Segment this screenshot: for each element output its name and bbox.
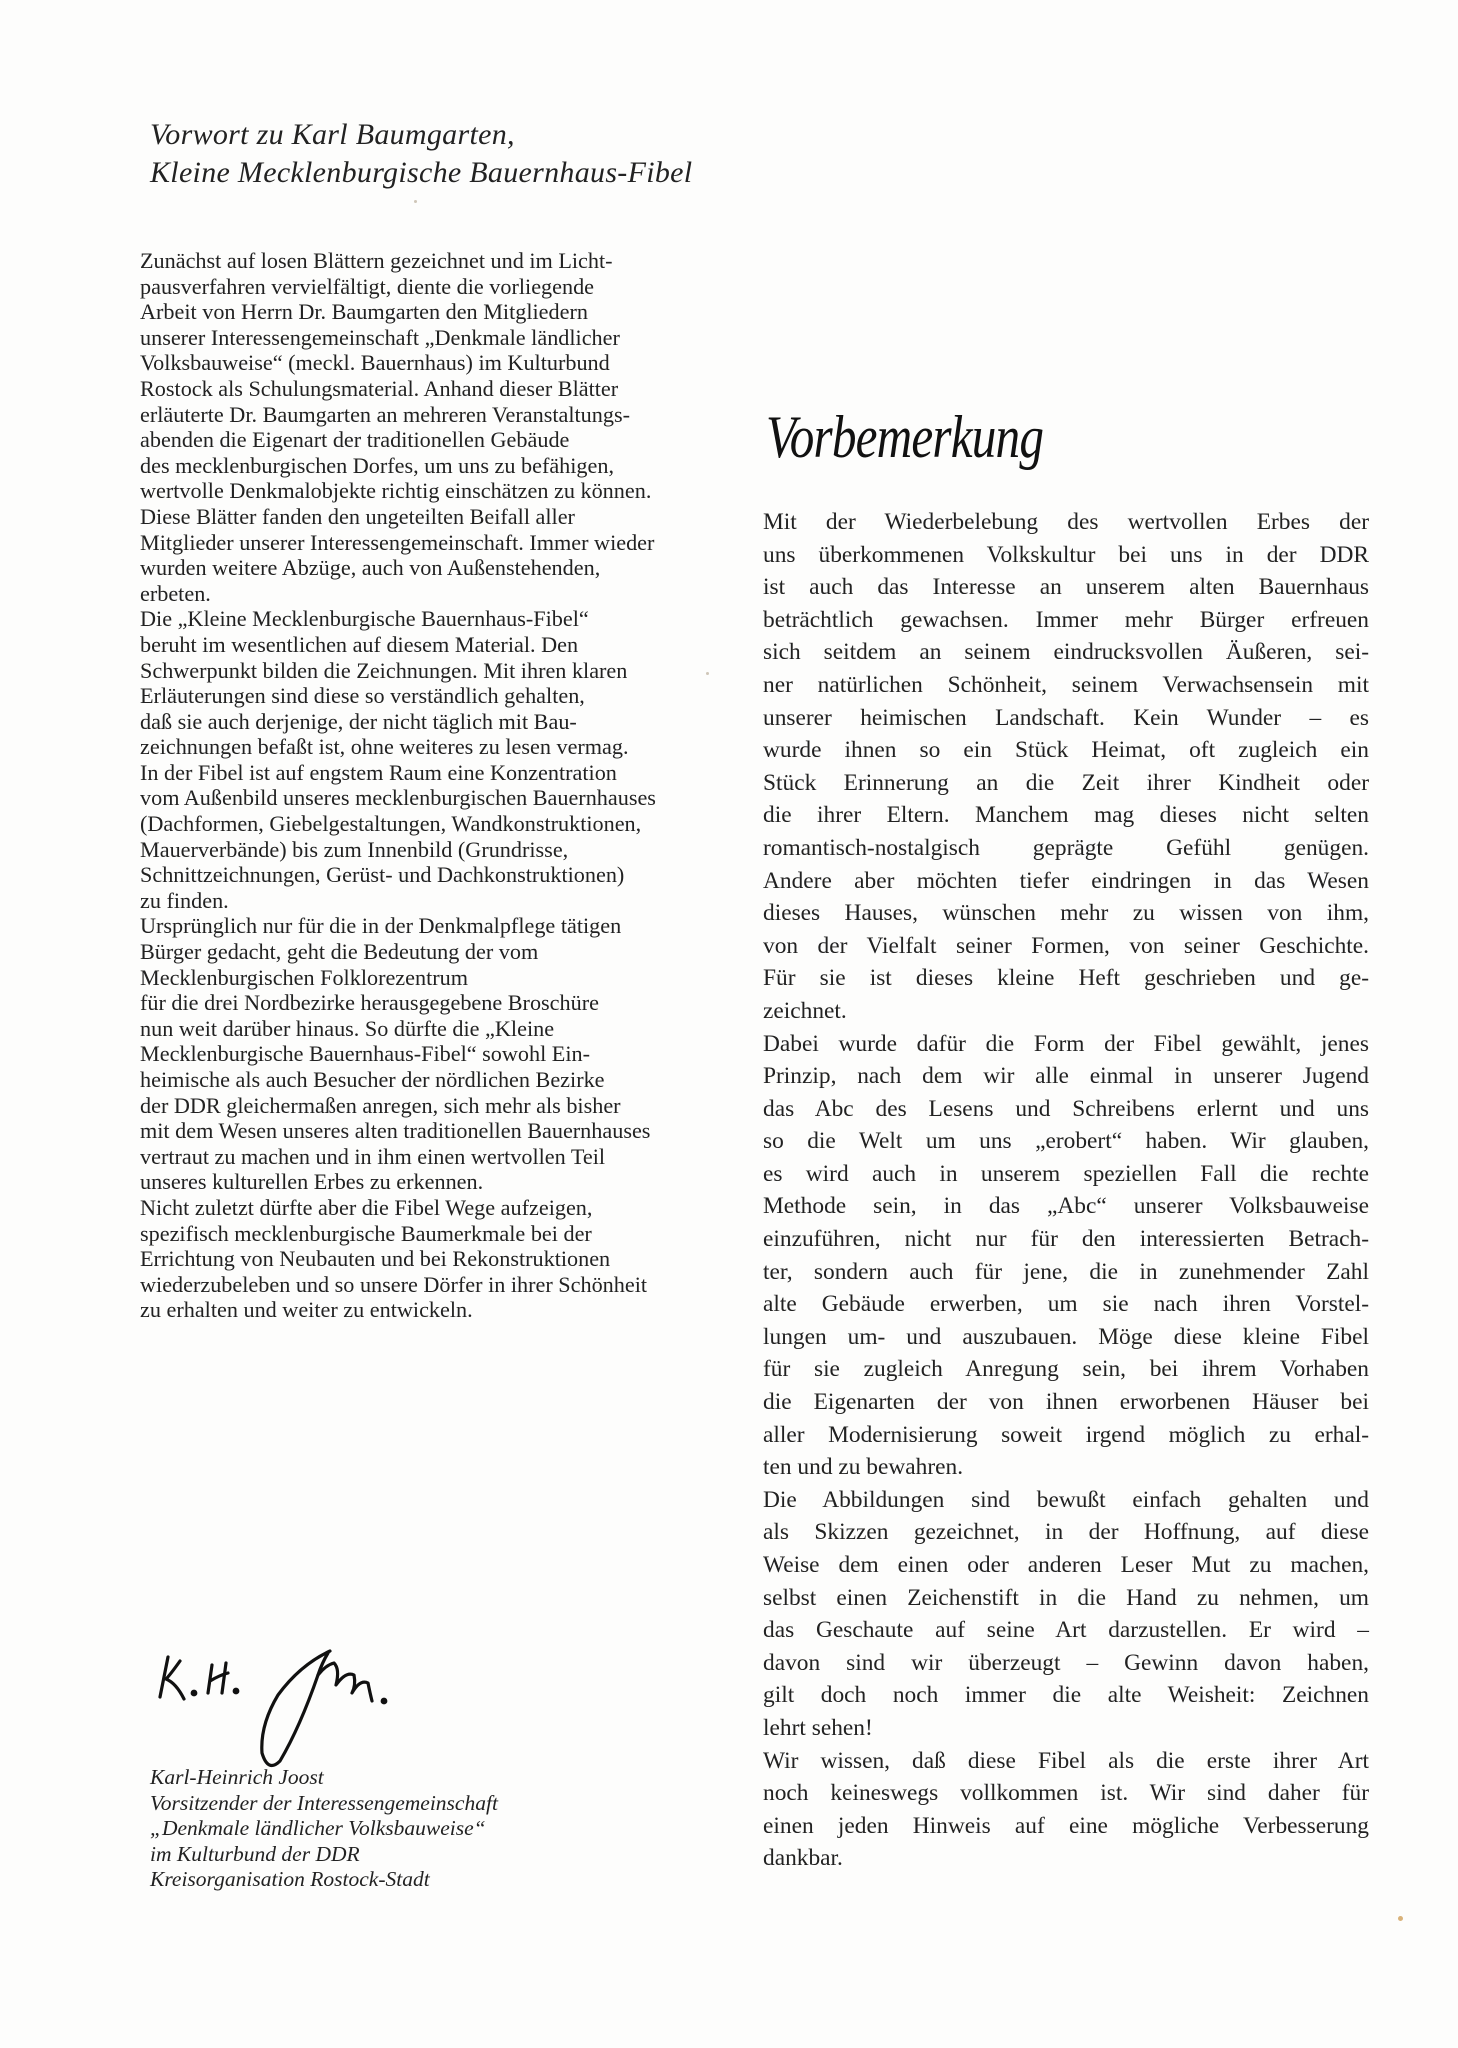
- foreword-text-line: Volksbauweise“ (meckl. Bauernhaus) im Kulturbund: [140, 350, 610, 376]
- foreword-text-line: vom Außenbild unseres mecklenburgischen Bauernhauses: [140, 785, 656, 811]
- foreword-text-line: der DDR gleichermaßen anregen, sich mehr als bisher: [140, 1092, 621, 1118]
- preface-text-line: Mit der Wiederbelebung des wertvollen Erbes der: [763, 509, 1369, 535]
- preface-text-line: von der Vielfalt seiner Formen, von seiner Geschichte.: [763, 932, 1369, 959]
- preface-text-line: ner natürlichen Schönheit, seinem Verwachsensein mit: [763, 671, 1369, 698]
- foreword-text-line: mit dem Wesen unseres alten traditionellen Bauernhauses: [140, 1118, 651, 1144]
- preface-text-line: Die Abbildungen sind bewußt einfach gehalten und: [763, 1486, 1369, 1513]
- preface-text-line: noch keineswegs vollkommen ist. Wir sind daher für: [763, 1780, 1369, 1807]
- foreword-text-line: vertraut zu machen und in ihm einen wertvollen Teil: [140, 1143, 606, 1169]
- foreword-heading-line: Vorwort zu Karl Baumgarten,: [150, 118, 515, 151]
- handwritten-signature: [150, 1635, 430, 1775]
- preface-title: Vorbemerkung: [766, 404, 1044, 470]
- foreword-text-line: Schwerpunkt bilden die Zeichnungen. Mit ihren klaren: [140, 657, 628, 683]
- foreword-text-line: wertvolle Denkmalobjekte richtig einschätzen zu können.: [140, 478, 652, 504]
- foreword-text-line: Diese Blätter fanden den ungeteilten Beifall aller: [140, 503, 575, 529]
- foreword-text-line: zu erhalten und weiter zu entwickeln.: [140, 1297, 473, 1323]
- foreword-text-line: (Dachformen, Giebelgestaltungen, Wandkonstruktionen,: [140, 811, 642, 837]
- preface-text-line: Prinzip, nach dem wir alle einmal in unserer Jugend: [763, 1063, 1369, 1090]
- preface-text-line: Methode sein, in das „Abc“ unserer Volksbauweise: [763, 1193, 1369, 1220]
- preface-text-line: das Abc des Lesens und Schreibens erlernt und uns: [763, 1095, 1369, 1122]
- foreword-text-line: des mecklenburgischen Dorfes, um uns zu befähigen,: [140, 452, 615, 478]
- signer-organization: im Kulturbund der DDR: [150, 1841, 360, 1866]
- preface-text-line: es wird auch in unserem speziellen Fall die rechte: [763, 1160, 1369, 1187]
- preface-text-line: so die Welt um uns „erobert“ haben. Wir glauben,: [763, 1128, 1369, 1155]
- foreword-text-line: erläuterte Dr. Baumgarten an mehreren Veranstaltungs-: [140, 401, 630, 427]
- foreword-text-line: wiederzubeleben und so unsere Dörfer in ihrer Schönheit: [140, 1271, 648, 1297]
- preface-body: [763, 506, 1369, 1875]
- signature-icon: [150, 1635, 430, 1775]
- preface-text-line: uns überkommenen Volkskultur bei uns in der DDR: [763, 541, 1369, 568]
- foreword-text-line: Mitglieder unserer Interessengemeinschaft. Immer wieder: [140, 529, 655, 555]
- preface-text-line: ten und zu bewahren.: [763, 1454, 964, 1481]
- signer-organization: Kreisorganisation Rostock-Stadt: [150, 1867, 430, 1891]
- foreword-text-line: Arbeit von Herrn Dr. Baumgarten den Mitgliedern: [140, 299, 588, 325]
- preface-text-line: selbst einen Zeichenstift in die Hand zu nehmen, um: [763, 1584, 1369, 1611]
- preface-text-line: dankbar.: [763, 1845, 843, 1872]
- foreword-body: [140, 248, 730, 1323]
- signer-organization: „Denkmale ländlicher Volksbauweise“: [150, 1816, 486, 1840]
- preface-text-line: lehrt sehen!: [763, 1714, 873, 1741]
- foreword-text-line: beruht im wesentlichen auf diesem Material. Den: [140, 631, 579, 657]
- preface-text-line: Andere aber möchten tiefer eindringen in das Wesen: [763, 867, 1369, 894]
- preface-text-line: einen jeden Hinweis auf eine mögliche Verbesserung: [763, 1812, 1369, 1839]
- foreword-text-line: unseres kulturellen Erbes zu erkennen.: [140, 1169, 484, 1195]
- preface-text-line: als Skizzen gezeichnet, in der Hoffnung, auf diese: [763, 1519, 1369, 1546]
- preface-text-line: Weise dem einen oder anderen Leser Mut zu machen,: [763, 1552, 1369, 1578]
- foreword-text-line: heimische als auch Besucher der nördlichen Bezirke: [140, 1067, 605, 1092]
- foreword-text-line: In der Fibel ist auf engstem Raum eine Konzentration: [140, 759, 617, 785]
- preface-text-line: sich seitdem an seinem eindrucksvollen Äußeren, sei-: [763, 639, 1369, 666]
- foreword-text-line: Die „Kleine Mecklenburgische Bauernhaus-Fibel“: [140, 606, 589, 632]
- foreword-text-line: spezifisch mecklenburgische Baumerkmale bei der: [140, 1220, 592, 1246]
- signer-title: Vorsitzender der Interessengemeinschaft: [150, 1790, 498, 1815]
- foreword-text-line: zeichnungen befaßt ist, ohne weiteres zu lesen vermag.: [140, 734, 629, 760]
- foreword-text-line: pausverfahren vervielfältigt, diente die vorliegende: [140, 273, 595, 299]
- signature-block: [150, 1765, 610, 1893]
- foreword-heading-line: Kleine Mecklenburgische Bauernhaus-Fibel: [150, 156, 693, 189]
- preface-text-line: die Eigenarten der von ihnen erworbenen Häuser bei: [763, 1389, 1369, 1416]
- preface-text-line: davon sind wir überzeugt – Gewinn davon haben,: [763, 1649, 1369, 1676]
- preface-text-line: die ihrer Eltern. Manchem mag dieses nicht selten: [763, 802, 1369, 829]
- preface-text-line: wurde ihnen so ein Stück Heimat, oft zugleich ein: [763, 737, 1369, 764]
- preface-text-line: dieses Hauses, wünschen mehr zu wissen von ihm,: [763, 900, 1369, 927]
- foreword-text-line: wurden weitere Abzüge, auch von Außenstehenden,: [140, 555, 601, 581]
- preface-text-line: das Geschaute auf seine Art darzustellen. Er wird –: [763, 1617, 1369, 1644]
- preface-text-line: für sie zugleich Anregung sein, bei ihrem Vorhaben: [763, 1356, 1369, 1383]
- foreword-text-line: abenden die Eigenart der traditionellen Gebäude: [140, 427, 570, 453]
- foreword-text-line: daß sie auch derjenige, der nicht täglich mit Bau-: [140, 708, 577, 734]
- preface-text-line: beträchtlich gewachsen. Immer mehr Bürger erfreuen: [763, 606, 1369, 633]
- paper-speck: [706, 672, 709, 675]
- preface-text-line: unserer heimischen Landschaft. Kein Wunder – es: [763, 704, 1369, 731]
- foreword-text-line: Rostock als Schulungsmaterial. Anhand dieser Blätter: [140, 375, 619, 401]
- foreword-text-line: Schnittzeichnungen, Gerüst- und Dachkonstruktionen): [140, 862, 625, 888]
- foreword-text-line: unserer Interessengemeinschaft „Denkmale ländlicher: [140, 324, 620, 350]
- preface-text-line: Wir wissen, daß diese Fibel als die erste ihrer Art: [763, 1747, 1369, 1774]
- paper-speck: [1398, 1916, 1403, 1921]
- foreword-text-line: erbeten.: [140, 580, 211, 606]
- foreword-text-line: Nicht zuletzt dürfte aber die Fibel Wege aufzeigen,: [140, 1194, 593, 1220]
- preface-text-line: ist auch das Interesse an unserem alten Bauernhaus: [763, 574, 1369, 601]
- preface-text-line: romantisch-nostalgisch geprägte Gefühl genügen.: [763, 834, 1369, 861]
- paper-speck: [414, 200, 417, 203]
- foreword-text-line: Mecklenburgischen Folklorezentrum: [140, 964, 469, 990]
- foreword-text-line: zu finden.: [140, 887, 229, 913]
- foreword-text-line: Zunächst auf losen Blättern gezeichnet und im Licht-: [140, 248, 613, 273]
- preface-text-line: Für sie ist dieses kleine Heft geschrieben und ge-: [763, 965, 1369, 992]
- foreword-text-line: für die drei Nordbezirke herausgegebene Broschüre: [140, 990, 599, 1016]
- preface-text-line: Dabei wurde dafür die Form der Fibel gewählt, jenes: [763, 1030, 1369, 1057]
- preface-text-line: lungen um- und auszubauen. Möge diese kleine Fibel: [763, 1323, 1369, 1350]
- preface-text-line: einzuführen, nicht nur für den interessierten Betrach-: [763, 1226, 1369, 1253]
- foreword-text-line: Bürger gedacht, geht die Bedeutung der vom: [140, 939, 539, 965]
- preface-text-line: zeichnet.: [763, 997, 847, 1024]
- foreword-heading: [150, 116, 710, 192]
- preface-text-line: aller Modernisierung soweit irgend möglich zu erhal-: [763, 1421, 1369, 1448]
- foreword-text-line: Mecklenburgische Bauernhaus-Fibel“ sowohl Ein-: [140, 1041, 591, 1067]
- preface-text-line: ter, sondern auch für jene, die in zunehmender Zahl: [763, 1258, 1369, 1285]
- foreword-text-line: Errichtung von Neubauten und bei Rekonstruktionen: [140, 1246, 611, 1272]
- foreword-text-line: Ursprünglich nur für die in der Denkmalpflege tätigen: [140, 913, 622, 939]
- foreword-text-line: Mauerverbände) bis zum Innenbild (Grundrisse,: [140, 836, 569, 862]
- foreword-text-line: Erläuterungen sind diese so verständlich gehalten,: [140, 683, 585, 709]
- preface-text-line: gilt doch noch immer die alte Weisheit: Zeichnen: [763, 1682, 1369, 1709]
- signer-name: Karl-Heinrich Joost: [150, 1765, 324, 1789]
- preface-text-line: alte Gebäude erwerben, um sie nach ihren Vorstel-: [763, 1291, 1369, 1318]
- foreword-text-line: nun weit darüber hinaus. So dürfte die „Kleine: [140, 1015, 555, 1041]
- preface-text-line: Stück Erinnerung an die Zeit ihrer Kindheit oder: [763, 769, 1369, 796]
